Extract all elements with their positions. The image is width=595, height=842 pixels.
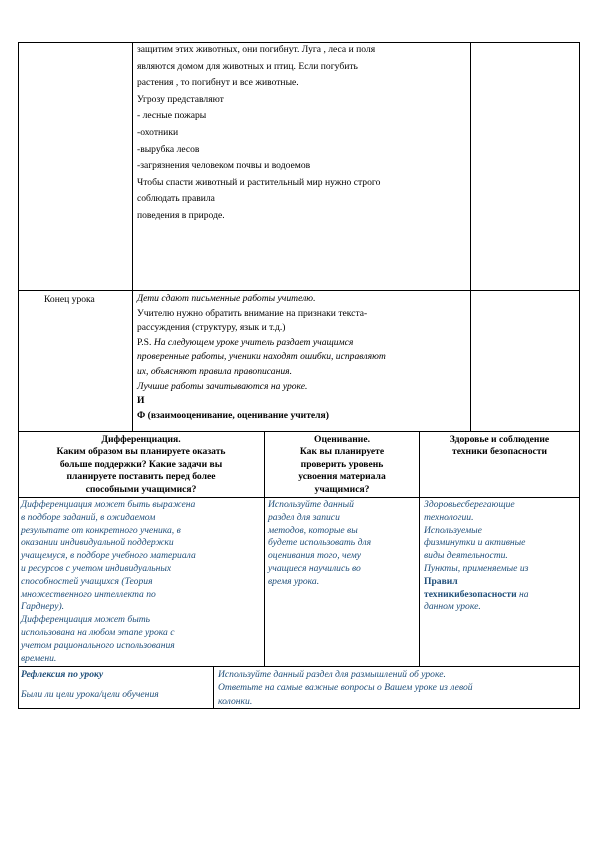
reflection-title: Рефлексия по уроку: [21, 669, 104, 680]
cell-assessment: [268, 499, 371, 589]
cell-line: Используемые: [424, 524, 482, 536]
end-line: Учителю нужно обратить внимание на признаки текста-: [137, 307, 368, 319]
header-line: больше поддержки? Какие задачи вы: [59, 458, 223, 470]
cell-line: будете использовать для: [268, 537, 372, 549]
top-line: растения , то погибнут и все животные.: [137, 77, 299, 89]
end-line: их, объясняют правила правописания.: [137, 365, 293, 377]
cell-line: учетом рационального использования: [21, 639, 175, 651]
reflection-question: Были ли цели урока/цели обучения: [21, 689, 159, 700]
cell-line: Используйте данный: [268, 499, 354, 510]
ps-prefix: P.S.: [137, 336, 154, 348]
header-line: Дифференциация.: [101, 434, 181, 445]
cell-line: и ресурсов с учетом индивидуальных: [21, 562, 172, 574]
cell-line: Пункты, применяемые из: [424, 562, 529, 574]
top-line: защитим этих животных, они погибнут. Луга , леса и поля: [137, 44, 376, 55]
cell-line: Гарднеру).: [21, 601, 65, 613]
cell-line: методов, которые вы: [268, 524, 358, 536]
row-divider-end: [18, 290, 580, 291]
header-line: учащимися?: [314, 483, 370, 495]
cell-line: в подборе заданий, в ожидаемом: [21, 511, 156, 523]
header-line: усвоения материала: [298, 471, 386, 483]
header-divider-1: [264, 431, 265, 666]
header-line: Каким образом вы планируете оказать: [56, 446, 226, 458]
cell-line: раздел для записи: [268, 511, 340, 523]
end-line: проверенные работы, ученики находят ошибки, исправляют: [137, 351, 386, 363]
end-line: Дети сдают письменные работы учителю.: [137, 293, 316, 304]
top-line: поведения в природе.: [137, 209, 225, 221]
reflection-left: [21, 668, 159, 702]
column-divider-1: [132, 42, 133, 431]
row-divider-headers: [18, 431, 580, 432]
top-line: -охотники: [137, 126, 179, 138]
cell-line: оценивания того, чему: [268, 550, 361, 562]
note-line: Ответьте на самые важные вопросы о Вашем уроке из левой: [218, 682, 473, 694]
cell-line: результате от конкретного ученика, в: [21, 524, 181, 536]
header-line: Здоровье и соблюдение: [449, 434, 550, 445]
header-assessment: [266, 434, 418, 496]
top-line: -вырубка лесов: [137, 143, 200, 155]
top-line: -загрязнения человеком почвы и водоемов: [137, 160, 311, 172]
safety-tail: на: [516, 588, 529, 600]
cell-line: Дифференциация может быть: [21, 614, 150, 626]
cell-line: [424, 589, 529, 602]
cell-line: оказании индивидуальной поддержки: [21, 537, 174, 549]
header-health-safety: [421, 434, 578, 459]
column-divider-2: [470, 42, 471, 431]
header-line: техники безопасности: [451, 446, 547, 458]
end-line-ps: [137, 336, 386, 351]
ps-rest: На следующем уроке учитель раздает учащимся: [153, 336, 354, 348]
header-line: планируете поставить перед более: [66, 471, 216, 483]
note-line: колонки.: [218, 695, 253, 707]
cell-line: множественного интеллекта по: [21, 588, 156, 600]
header-divider-2: [419, 431, 420, 666]
top-line: Угрозу представляют: [137, 93, 224, 105]
cell-line: способностей учащихся (Теория: [21, 575, 153, 587]
header-line: Оценивание.: [314, 434, 370, 445]
cell-line: учащемуся, в подборе учебного материала: [21, 550, 196, 562]
note-line: Используйте данный раздел для размышлений об уроке.: [218, 669, 446, 680]
header-line: способными учащимися?: [85, 483, 197, 495]
cell-line: учащиеся научились во: [268, 562, 361, 574]
cell-line: использована на любом этапе урока с: [21, 626, 175, 638]
top-block-text: [137, 42, 380, 225]
end-line: Лучшие работы зачитываются на уроке.: [137, 380, 308, 392]
cell-line: Здоровьесберегающие: [424, 499, 515, 510]
end-line: И: [137, 395, 145, 407]
cell-line: физминутки и активные: [424, 537, 526, 549]
cell-line: [424, 576, 529, 589]
top-line: - лесные пожары: [137, 110, 207, 122]
reflection-note: [218, 668, 473, 708]
cell-line: данном уроке.: [424, 601, 481, 613]
header-line: Как вы планируете: [299, 446, 385, 458]
end-line: Ф (взаимооценивание, оценивание учителя): [137, 409, 329, 421]
cell-line: время урока.: [268, 575, 320, 587]
top-line: Чтобы спасти животный и растительный мир нужно строго: [137, 176, 381, 188]
cell-line: времени.: [21, 652, 57, 664]
cell-line: Дифференциация может быть выражена: [21, 499, 196, 510]
end-of-lesson-label: Конец урока: [44, 294, 95, 305]
row-divider-cells: [18, 497, 580, 498]
safety-rules-word: Правил: [424, 575, 458, 587]
cell-differentiation: [21, 499, 196, 665]
header-line: проверить уровень: [300, 458, 384, 470]
end-of-lesson-text: [137, 292, 386, 423]
row-divider-reflection: [18, 666, 580, 667]
top-line: являются домом для животных и птиц. Если погубить: [137, 60, 358, 72]
cell-line: виды деятельности.: [424, 550, 508, 562]
safety-technique-word: техникибезопасности: [424, 588, 517, 600]
table-left-border: [18, 42, 19, 709]
table-right-border: [579, 42, 580, 709]
header-differentiation: [20, 434, 262, 496]
end-line: рассуждения (структуру, язык и т.д.): [137, 322, 286, 334]
cell-line: технологии.: [424, 511, 474, 523]
top-line: соблюдать правила: [137, 193, 215, 205]
reflection-divider: [213, 666, 214, 709]
cell-health-safety: [424, 499, 529, 614]
